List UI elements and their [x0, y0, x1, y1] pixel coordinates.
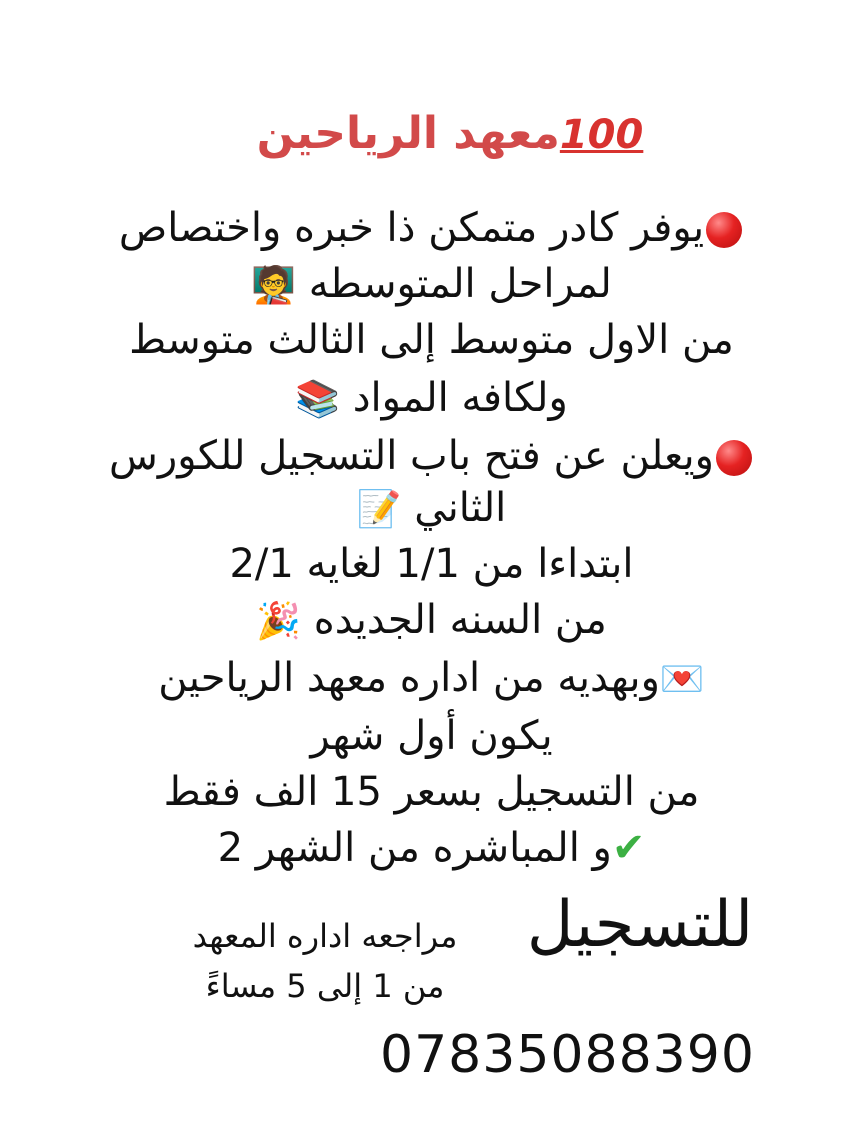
line-1: يوفر كادر متمكن ذا خبره واختصاص	[0, 200, 863, 256]
phone-number[interactable]: 07835088390	[380, 1025, 755, 1085]
line-7: ابتداءا من 1/1 لغايه 2/1	[229, 541, 634, 587]
line-8: من السنه الجديده 🎉	[0, 592, 863, 648]
memo-icon: 📝	[356, 489, 402, 530]
title-text: معهد الرياحين	[256, 108, 560, 159]
line-12: ✔و المباشره من الشهر 2	[217, 825, 646, 871]
teacher-icon: 🧑‍🏫	[251, 265, 296, 306]
line-5: ويعلن عن فتح باب التسجيل للكورس	[0, 428, 863, 484]
contact-line-2: من 1 إلى 5 مساءً	[205, 967, 445, 1005]
books-icon: 📚	[295, 379, 341, 420]
line-10: يكون أول شهر	[310, 713, 553, 759]
hundred-badge-icon: 100	[559, 112, 644, 158]
register-heading: للتسجيل	[526, 888, 754, 962]
page-title	[0, 108, 863, 159]
check-mark-icon: ✔	[611, 825, 646, 871]
line-9: 💌وبهديه من اداره معهد الرياحين	[0, 650, 863, 706]
line-4: ولكافه المواد 📚	[0, 370, 863, 426]
line-6: الثاني 📝	[0, 480, 863, 536]
red-circle-icon	[706, 212, 742, 248]
red-circle-icon	[716, 440, 752, 476]
love-letter-icon: 💌	[659, 659, 705, 700]
line-3: من الاول متوسط إلى الثالث متوسط	[129, 317, 734, 363]
party-popper-icon: 🎉	[256, 601, 302, 642]
contact-line-1: مراجعه اداره المعهد	[192, 917, 458, 955]
line-11: من التسجيل بسعر 15 الف فقط	[163, 769, 700, 815]
line-2: لمراحل المتوسطه 🧑‍🏫	[0, 256, 863, 312]
